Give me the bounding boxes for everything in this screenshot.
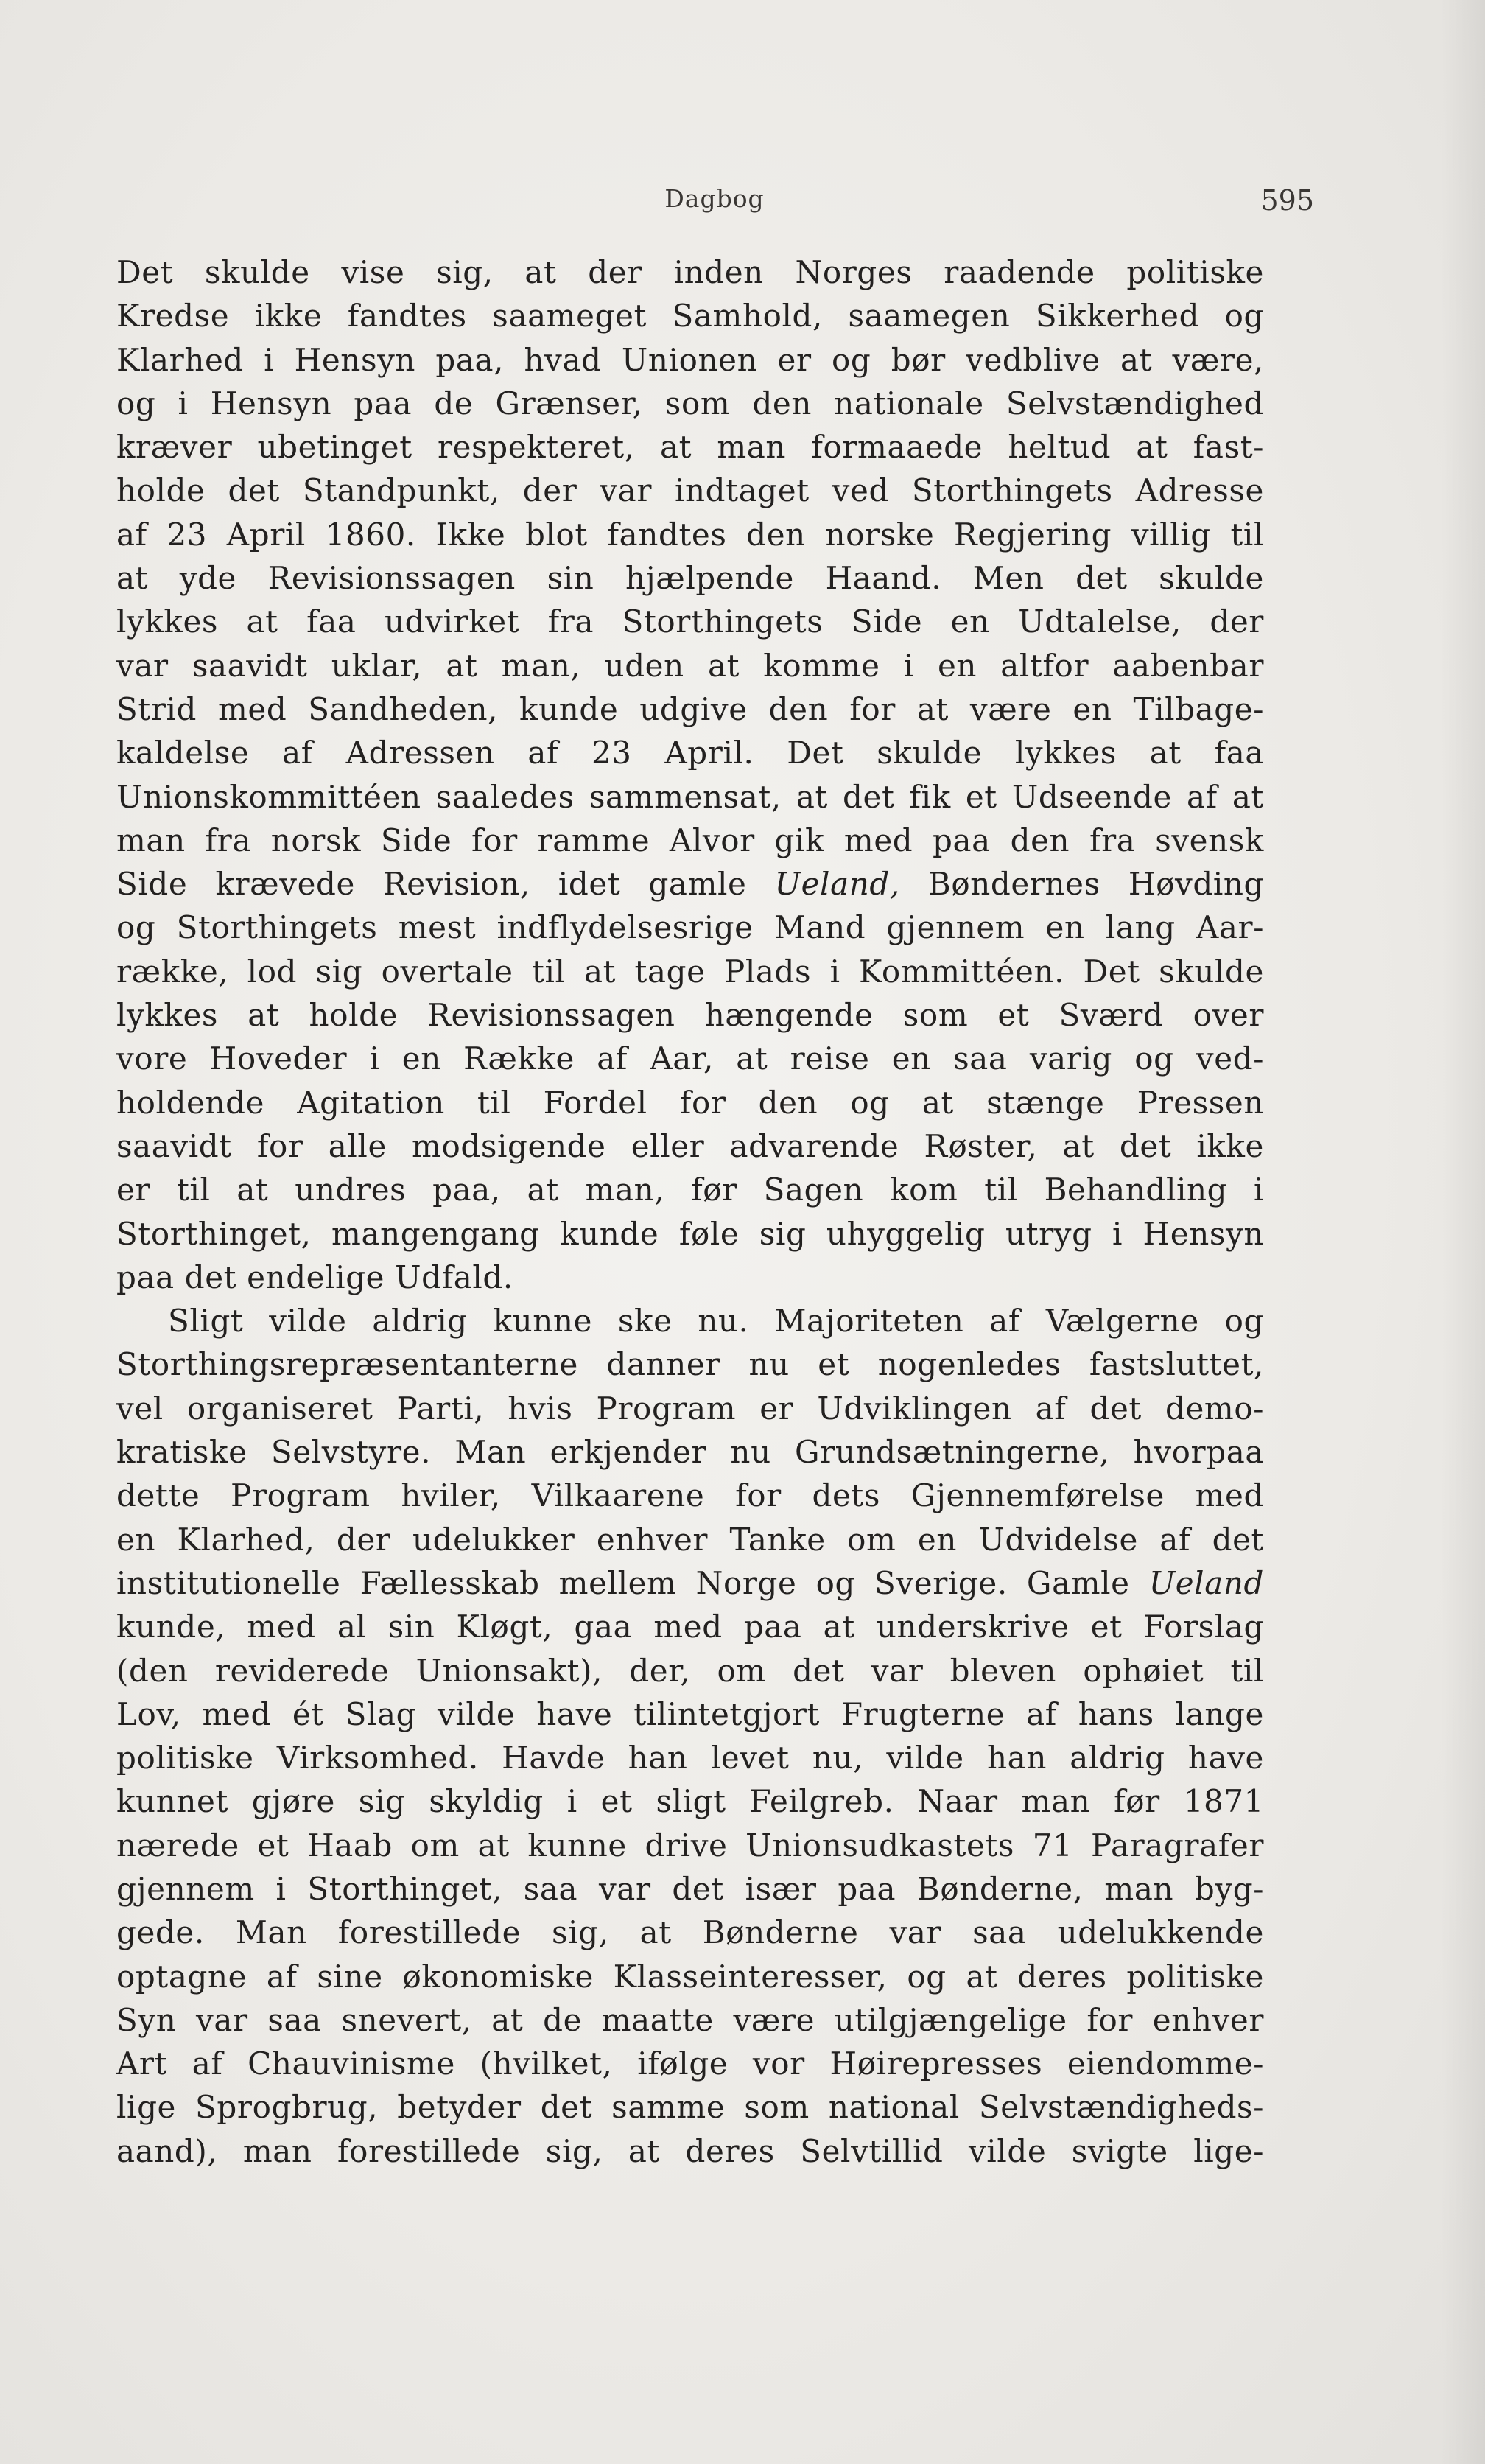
text-line-with-italic — [116, 862, 1264, 906]
text-line: kræver ubetinget respekteret, at man formaaede heltud at fast- — [116, 429, 1264, 466]
text-line: vel organiseret Parti, hvis Program er Udviklingen af det demo- — [116, 1390, 1264, 1427]
text-line: er til at undres paa, at man, før Sagen kom til Behandling i — [116, 1172, 1264, 1208]
text-line: Klarhed i Hensyn paa, hvad Unionen er og bør vedblive at være, — [116, 341, 1264, 378]
text-line: saavidt for alle modsigende eller advarende Røster, at det ikke — [116, 1127, 1264, 1164]
text-line: og Storthingets mest indflydelsesrige Mand gjennem en lang Aar- — [116, 909, 1264, 946]
text-line: kunde, med al sin Kløgt, gaa med paa at underskrive et Forslag — [116, 1609, 1264, 1645]
text-segment: Side krævede Revision, idet gamle — [116, 866, 775, 903]
text-line: lige Sprogbrug, betyder det samme som national Selvstændigheds- — [116, 2089, 1264, 2126]
text-line: holdende Agitation til Fordel for den og at stænge Pressen — [116, 1084, 1264, 1121]
italic-name: Ueland, — [774, 866, 900, 903]
text-line: Unionskommittéen saaledes sammensat, at det fik et Udseende af at — [116, 778, 1264, 815]
page-number: 595 — [1260, 184, 1314, 217]
text-line: Strid med Sandheden, kunde udgive den for at være en Tilbage- — [116, 690, 1264, 727]
text-line-with-italic — [116, 1561, 1264, 1605]
text-line: en Klarhed, der udelukker enhver Tanke om en Udvidelse af det — [116, 1521, 1264, 1558]
text-line: kratiske Selvstyre. Man erkjender nu Grundsætningerne, hvorpaa — [116, 1434, 1264, 1471]
text-line: Det skulde vise sig, at der inden Norges raadende politiske — [116, 254, 1264, 290]
running-title: Dagbog — [664, 184, 765, 213]
body-text — [116, 251, 1264, 2196]
page-edge-shadow — [1441, 0, 1485, 2464]
text-line: Kredse ikke fandtes saameget Samhold, saamegen Sikkerhed og — [116, 298, 1264, 335]
text-line: vore Hoveder i en Række af Aar, at reise en saa varig og ved- — [116, 1040, 1264, 1077]
text-line: Art af Chauvinisme (hvilket, ifølge vor Høirepresses eiendomme- — [116, 2045, 1264, 2082]
text-line: gjennem i Storthinget, saa var det især paa Bønderne, man byg- — [116, 1870, 1264, 1907]
italic-name: Ueland — [1148, 1564, 1264, 1601]
text-line: række, lod sig overtale til at tage Plads i Kommittéen. Det skulde — [116, 953, 1264, 990]
paragraph-end-line: paa det endelige Udfald. — [116, 1259, 513, 1295]
text-segment: Bøndernes Høvding — [899, 866, 1264, 903]
text-line: optagne af sine økonomiske Klasseinteresser, og at deres politiske — [116, 1958, 1264, 1995]
text-line: dette Program hviler, Vilkaarene for dets Gjennemførelse med — [116, 1477, 1264, 1514]
text-segment: institutionelle Fællesskab mellem Norge og Sverige. Gamle — [116, 1564, 1149, 1601]
paragraph-start-line: Sligt vilde aldrig kunne ske nu. Majoriteten af Vælgerne og — [168, 1303, 1264, 1340]
text-line: kunnet gjøre sig skyldig i et sligt Feilgreb. Naar man før 1871 — [116, 1783, 1264, 1820]
text-line: kaldelse af Adressen af 23 April. Det skulde lykkes at faa — [116, 735, 1264, 771]
text-line: Lov, med ét Slag vilde have tilintetgjort Frugterne af hans lange — [116, 1695, 1264, 1732]
text-line: lykkes at holde Revisionssagen hængende som et Sværd over — [116, 997, 1264, 1034]
text-line: lykkes at faa udvirket fra Storthingets Side en Udtalelse, der — [116, 603, 1264, 640]
text-line: og i Hensyn paa de Grænser, som den nationale Selvstændighed — [116, 385, 1264, 421]
text-line: Storthinget, mangengang kunde føle sig uhyggelig utryg i Hensyn — [116, 1215, 1264, 1252]
text-line: (den reviderede Unionsakt), der, om det var bleven ophøiet til — [116, 1652, 1264, 1689]
text-line: nærede et Haab om at kunne drive Unionsudkastets 71 Paragrafer — [116, 1827, 1264, 1863]
text-line: Storthingsrepræsentanterne danner nu et nogenledes fastsluttet, — [116, 1346, 1264, 1383]
text-line: politiske Virksomhed. Havde han levet nu, vilde han aldrig have — [116, 1740, 1264, 1777]
text-line: at yde Revisionssagen sin hjælpende Haand. Men det skulde — [116, 560, 1264, 597]
text-line: var saavidt uklar, at man, uden at komme i en altfor aabenbar — [116, 647, 1264, 684]
text-line: aand), man forestillede sig, at deres Selvtillid vilde svigte lige- — [116, 2132, 1264, 2169]
text-line: gede. Man forestillede sig, at Bønderne var saa udelukkende — [116, 1914, 1264, 1951]
running-head — [0, 184, 1485, 221]
text-line: man fra norsk Side for ramme Alvor gik med paa den fra svensk — [116, 822, 1264, 858]
text-line: af 23 April 1860. Ikke blot fandtes den norske Regjering villig til — [116, 516, 1264, 553]
text-line: holde det Standpunkt, der var indtaget ved Storthingets Adresse — [116, 472, 1264, 509]
text-line: Syn var saa snevert, at de maatte være utilgjængelige for enhver — [116, 2001, 1264, 2038]
